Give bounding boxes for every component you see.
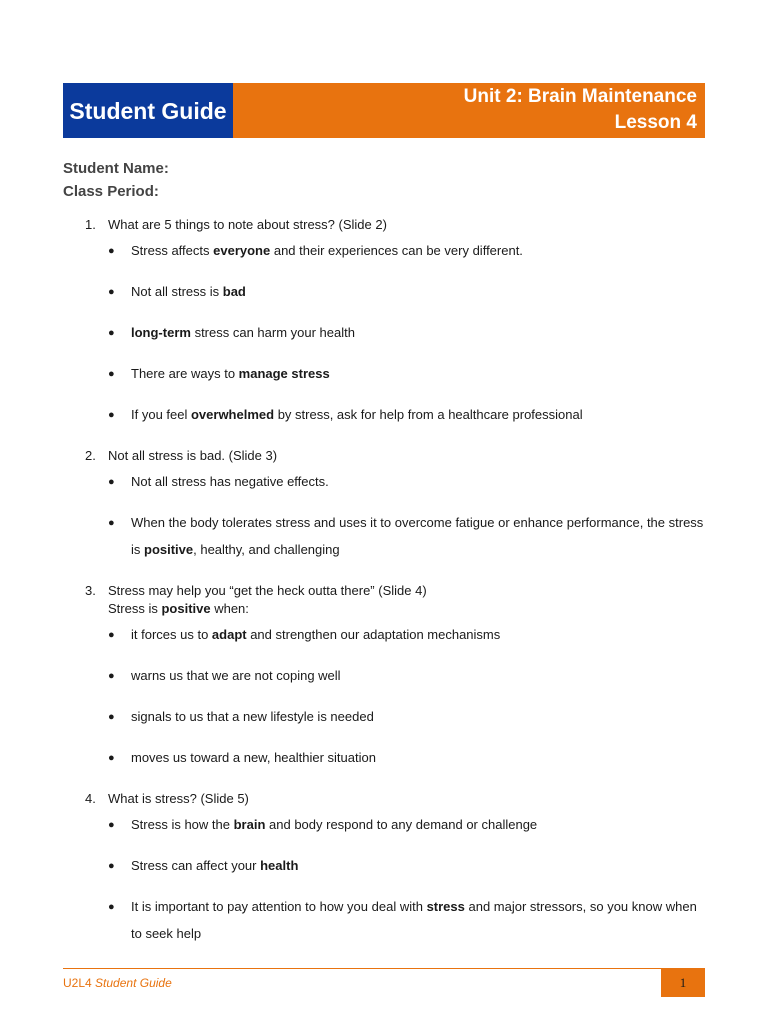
bullet-icon: ●	[108, 752, 115, 764]
bullet-icon: ●	[108, 860, 115, 872]
bold-term: adapt	[211, 627, 247, 642]
question-section	[85, 447, 710, 563]
text-run: There are ways to	[131, 366, 239, 381]
bullet-icon: ●	[108, 245, 115, 257]
bullet-icon: ●	[108, 327, 115, 339]
answer-item	[108, 898, 710, 947]
bold-term: everyone	[213, 243, 271, 258]
answer-item	[108, 749, 710, 771]
text-run: It is important to pay attention to how you deal with	[131, 899, 427, 914]
answer-list	[108, 473, 710, 563]
question-text: Stress may help you “get the heck outta there” (Slide 4)	[108, 583, 427, 598]
student-name-label: Student Name:	[63, 160, 169, 177]
bullet-icon: ●	[108, 629, 115, 641]
text-run: Not all stress is	[131, 284, 223, 299]
question-subtext	[108, 600, 710, 618]
answer-text	[131, 893, 710, 947]
question-text: What is stress? (Slide 5)	[108, 791, 249, 806]
text-run: Stress can affect your	[131, 858, 261, 873]
bold-term: bad	[222, 284, 246, 299]
question-text-block	[108, 216, 710, 234]
bold-term: positive	[144, 542, 194, 557]
footer-code: U2L4	[63, 976, 92, 990]
bullet-icon: ●	[108, 819, 115, 831]
text-run: and major stressors, so you know when to seek help	[131, 899, 697, 941]
text-run: by stress, ask for help from a healthcare professional	[274, 407, 583, 422]
text-run: warns us that we are not coping well	[131, 668, 341, 683]
answer-text	[131, 744, 710, 771]
answer-text	[131, 237, 710, 264]
answer-list	[108, 816, 710, 947]
answer-text	[131, 852, 710, 879]
answer-text	[131, 401, 710, 428]
answer-text	[131, 319, 710, 346]
header-banner	[63, 83, 705, 138]
answer-item	[108, 283, 710, 305]
bullet-icon: ●	[108, 670, 115, 682]
text-run: and body respond to any demand or challenge	[265, 817, 538, 832]
bold-term: positive	[161, 601, 211, 616]
footer-divider	[63, 968, 705, 969]
text-run: it forces us to	[131, 627, 212, 642]
answer-item	[108, 473, 710, 495]
answer-text	[131, 703, 710, 730]
question-item	[85, 790, 710, 808]
bullet-icon: ●	[108, 711, 115, 723]
text-run: stress can harm your health	[190, 325, 355, 340]
question-item	[85, 447, 710, 465]
answer-item	[108, 667, 710, 689]
question-number: 3.	[85, 583, 96, 598]
question-text-block	[108, 447, 710, 465]
answer-text	[131, 360, 710, 387]
text-run: signals to us that a new lifestyle is needed	[131, 709, 374, 724]
bullet-icon: ●	[108, 517, 115, 529]
question-text-block	[108, 790, 710, 808]
text-run: , healthy, and challenging	[193, 542, 340, 557]
unit-lesson-block	[233, 83, 705, 138]
footer-guide: Student Guide	[95, 976, 172, 990]
question-section	[85, 582, 710, 771]
student-info	[63, 157, 169, 203]
bullet-icon: ●	[108, 286, 115, 298]
footer-label	[63, 976, 172, 990]
bullet-icon: ●	[108, 409, 115, 421]
answer-list	[108, 242, 710, 428]
answer-text	[131, 509, 710, 563]
question-text: Not all stress is bad. (Slide 3)	[108, 448, 278, 463]
bold-term: stress	[426, 899, 465, 914]
answer-item	[108, 816, 710, 838]
text-run: when:	[210, 601, 249, 616]
question-section	[85, 216, 710, 428]
student-guide-title: Student Guide	[63, 83, 233, 138]
answer-item	[108, 242, 710, 264]
question-list	[85, 216, 710, 966]
question-text-block	[108, 582, 710, 618]
bold-term: long-term	[131, 325, 191, 340]
answer-item	[108, 708, 710, 730]
question-item	[85, 216, 710, 234]
bold-term: overwhelmed	[190, 407, 275, 422]
answer-text	[131, 811, 710, 838]
question-number: 1.	[85, 217, 96, 232]
question-number: 2.	[85, 448, 96, 463]
answer-text	[131, 468, 710, 495]
bullet-icon: ●	[108, 476, 115, 488]
answer-item	[108, 857, 710, 879]
bold-term: health	[260, 858, 299, 873]
class-period-label: Class Period:	[63, 183, 159, 200]
text-run: moves us toward a new, healthier situation	[131, 750, 376, 765]
question-item	[85, 582, 710, 618]
text-run: Stress is	[108, 601, 162, 616]
bold-term: manage stress	[238, 366, 330, 381]
unit-title: Unit 2: Brain Maintenance	[463, 86, 697, 107]
answer-text	[131, 621, 710, 648]
bold-term: brain	[233, 817, 266, 832]
text-run: If you feel	[131, 407, 191, 422]
text-run: When the body tolerates stress and uses it to overcome fatigue or enhance performance, the stress is	[131, 515, 704, 557]
answer-item	[108, 365, 710, 387]
answer-list	[108, 626, 710, 771]
text-run: Stress affects	[131, 243, 214, 258]
lesson-title: Lesson 4	[614, 112, 697, 133]
bullet-icon: ●	[108, 368, 115, 380]
text-run: Not all stress has negative effects.	[131, 474, 329, 489]
text-run: Stress is how the	[131, 817, 234, 832]
answer-item	[108, 406, 710, 428]
text-run: and their experiences can be very different.	[270, 243, 523, 258]
answer-item	[108, 626, 710, 648]
text-run: and strengthen our adaptation mechanisms	[246, 627, 501, 642]
page-number: 1	[661, 969, 705, 997]
answer-text	[131, 278, 710, 305]
question-text: What are 5 things to note about stress? (Slide 2)	[108, 217, 387, 232]
question-number: 4.	[85, 791, 96, 806]
question-section	[85, 790, 710, 947]
answer-text	[131, 662, 710, 689]
answer-item	[108, 514, 710, 563]
answer-item	[108, 324, 710, 346]
bullet-icon: ●	[108, 901, 115, 913]
